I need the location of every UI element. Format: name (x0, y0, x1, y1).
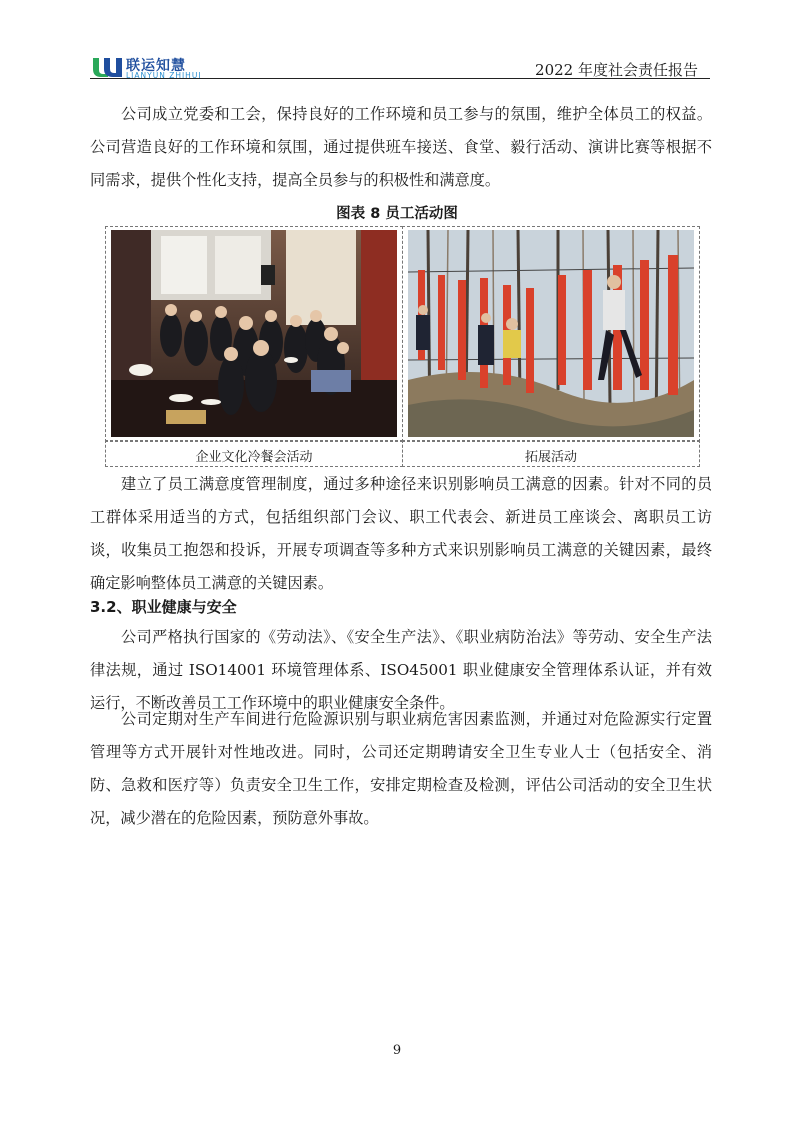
report-title: 2022 年度社会责任报告 (535, 61, 698, 79)
company-logo (92, 56, 222, 80)
outdoor-training-photo (408, 230, 694, 437)
photo-label-right: 拓展活动 (524, 450, 577, 465)
section-heading: 3.2、职业健康与安全 (90, 598, 237, 616)
caption-cell-left (105, 440, 403, 467)
photo-label-left: 企业文化冷餐会活动 (195, 450, 313, 465)
figure-table (105, 226, 699, 466)
header-divider (90, 78, 710, 79)
logo-english-name: LIANYUN ZHIHUI (126, 71, 202, 80)
photo-cell-left (105, 226, 403, 442)
buffet-party-photo (111, 230, 397, 437)
logo-chinese-name: 联运知慧 (126, 58, 186, 74)
lianyun-logo-icon (92, 56, 124, 78)
figure-caption: 图表 8 员工活动图 (336, 206, 458, 222)
satisfaction-paragraph: 建立了员工满意度管理制度，通过多种途径来识别影响员工满意的因素。针对不同的员工群体采用适当的方式，包括组织部门会议、职工代表会、新进员工座谈会、离职员工访谈，收集员工抱怨和投诉，开展专项调查等多种方式来识别影响员工满意的关键因素，最终确定影响整体员工满意的关键因素。 (90, 475, 712, 592)
caption-cell-right (402, 440, 700, 467)
page-number: 9 (392, 1043, 402, 1058)
intro-paragraph: 公司成立党委和工会，保持良好的工作环境和员工参与的氛围，维护全体员工的权益。公司营造良好的工作环境和氛围，通过提供班车接送、食堂、毅行活动、演讲比赛等根据不同需求，提供个性化支持，提高全员参与的积极性和满意度。 (90, 105, 712, 189)
section-paragraph-1: 公司严格执行国家的《劳动法》、《安全生产法》、《职业病防治法》等劳动、安全生产法律法规，通过 ISO14001 环境管理体系、ISO45001 职业健康安全管理体系认证，并有效运行，不断改善员工工作环境中的职业健康安全条件。 (90, 628, 712, 712)
section-paragraph-2: 公司定期对生产车间进行危险源识别与职业病危害因素监测，并通过对危险源实行定置管理等方式开展针对性地改进。同时，公司还定期聘请安全卫生专业人士（包括安全、消防、急救和医疗等）负责安全卫生工作，安排定期检查及检测，评估公司活动的安全卫生状况，减少潜在的危险因素，预防意外事故。 (90, 710, 712, 827)
photo-cell-right (402, 226, 700, 442)
